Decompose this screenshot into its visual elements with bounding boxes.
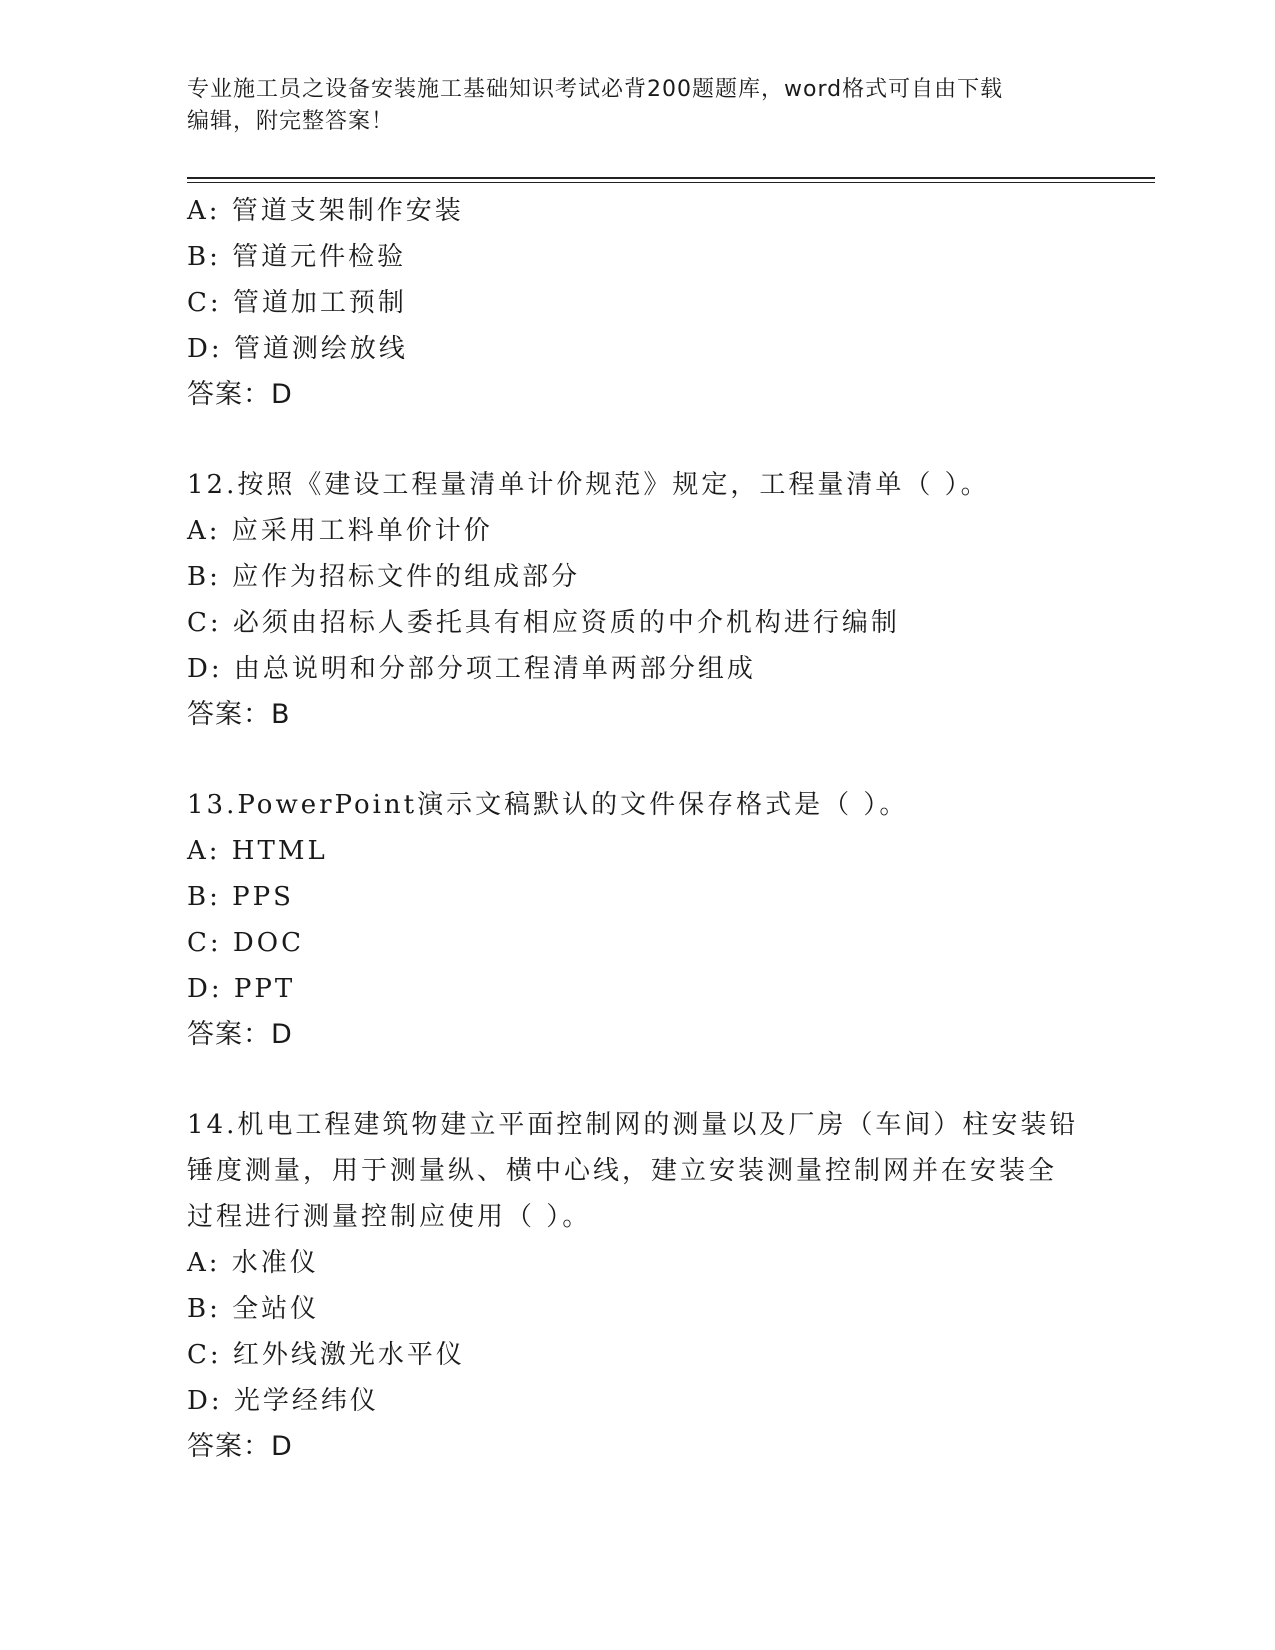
question-stem-line-1: 14.机电工程建筑物建立平面控制网的测量以及厂房（车间）柱安装铅	[187, 1110, 1079, 1140]
question-block-14	[187, 1102, 1087, 1470]
option-d: D: 管道测绘放线	[187, 334, 408, 364]
question-list	[187, 188, 1087, 1470]
answer-line: 答案：B	[187, 699, 291, 730]
option-c: C: 红外线激光水平仪	[187, 1340, 465, 1370]
answer-line: 答案：D	[187, 1019, 293, 1050]
option-c: C: DOC	[187, 928, 304, 958]
option-c: C: 必须由招标人委托具有相应资质的中介机构进行编制	[187, 608, 900, 638]
answer-line: 答案：D	[187, 379, 293, 410]
document-header	[187, 74, 1067, 138]
option-c: C: 管道加工预制	[187, 288, 407, 318]
option-b: B: 管道元件检验	[187, 242, 407, 272]
question-block-12	[187, 462, 1087, 738]
option-b: B: 全站仪	[187, 1294, 320, 1324]
option-d: D: 光学经纬仪	[187, 1386, 379, 1416]
option-b: B: 应作为招标文件的组成部分	[187, 562, 581, 592]
answer-line: 答案：D	[187, 1431, 293, 1462]
header-divider-thin	[187, 182, 1155, 183]
header-title-line-1: 专业施工员之设备安装施工基础知识考试必背200题题库，word格式可自由下载	[187, 77, 1004, 102]
option-a: A: 应采用工料单价计价	[187, 516, 493, 546]
option-b: B: PPS	[187, 882, 294, 912]
option-d: D: 由总说明和分部分项工程清单两部分组成	[187, 654, 756, 684]
question-stem: 13.PowerPoint演示文稿默认的文件保存格式是（ ）。	[187, 790, 909, 820]
question-block-11	[187, 188, 1087, 418]
question-stem-line-2: 锤度测量，用于测量纵、横中心线，建立安装测量控制网并在安装全	[187, 1156, 1058, 1186]
option-a: A: 管道支架制作安装	[187, 196, 464, 226]
header-title-line-2: 编辑，附完整答案！	[187, 109, 395, 134]
question-stem-line-3: 过程进行测量控制应使用（ ）。	[187, 1202, 592, 1232]
option-a: A: HTML	[187, 836, 328, 866]
option-d: D: PPT	[187, 974, 296, 1004]
header-divider	[187, 177, 1155, 179]
option-a: A: 水准仪	[187, 1248, 319, 1278]
question-stem: 12.按照《建设工程量清单计价规范》规定，工程量清单（ ）。	[187, 470, 990, 500]
question-block-13	[187, 782, 1087, 1058]
